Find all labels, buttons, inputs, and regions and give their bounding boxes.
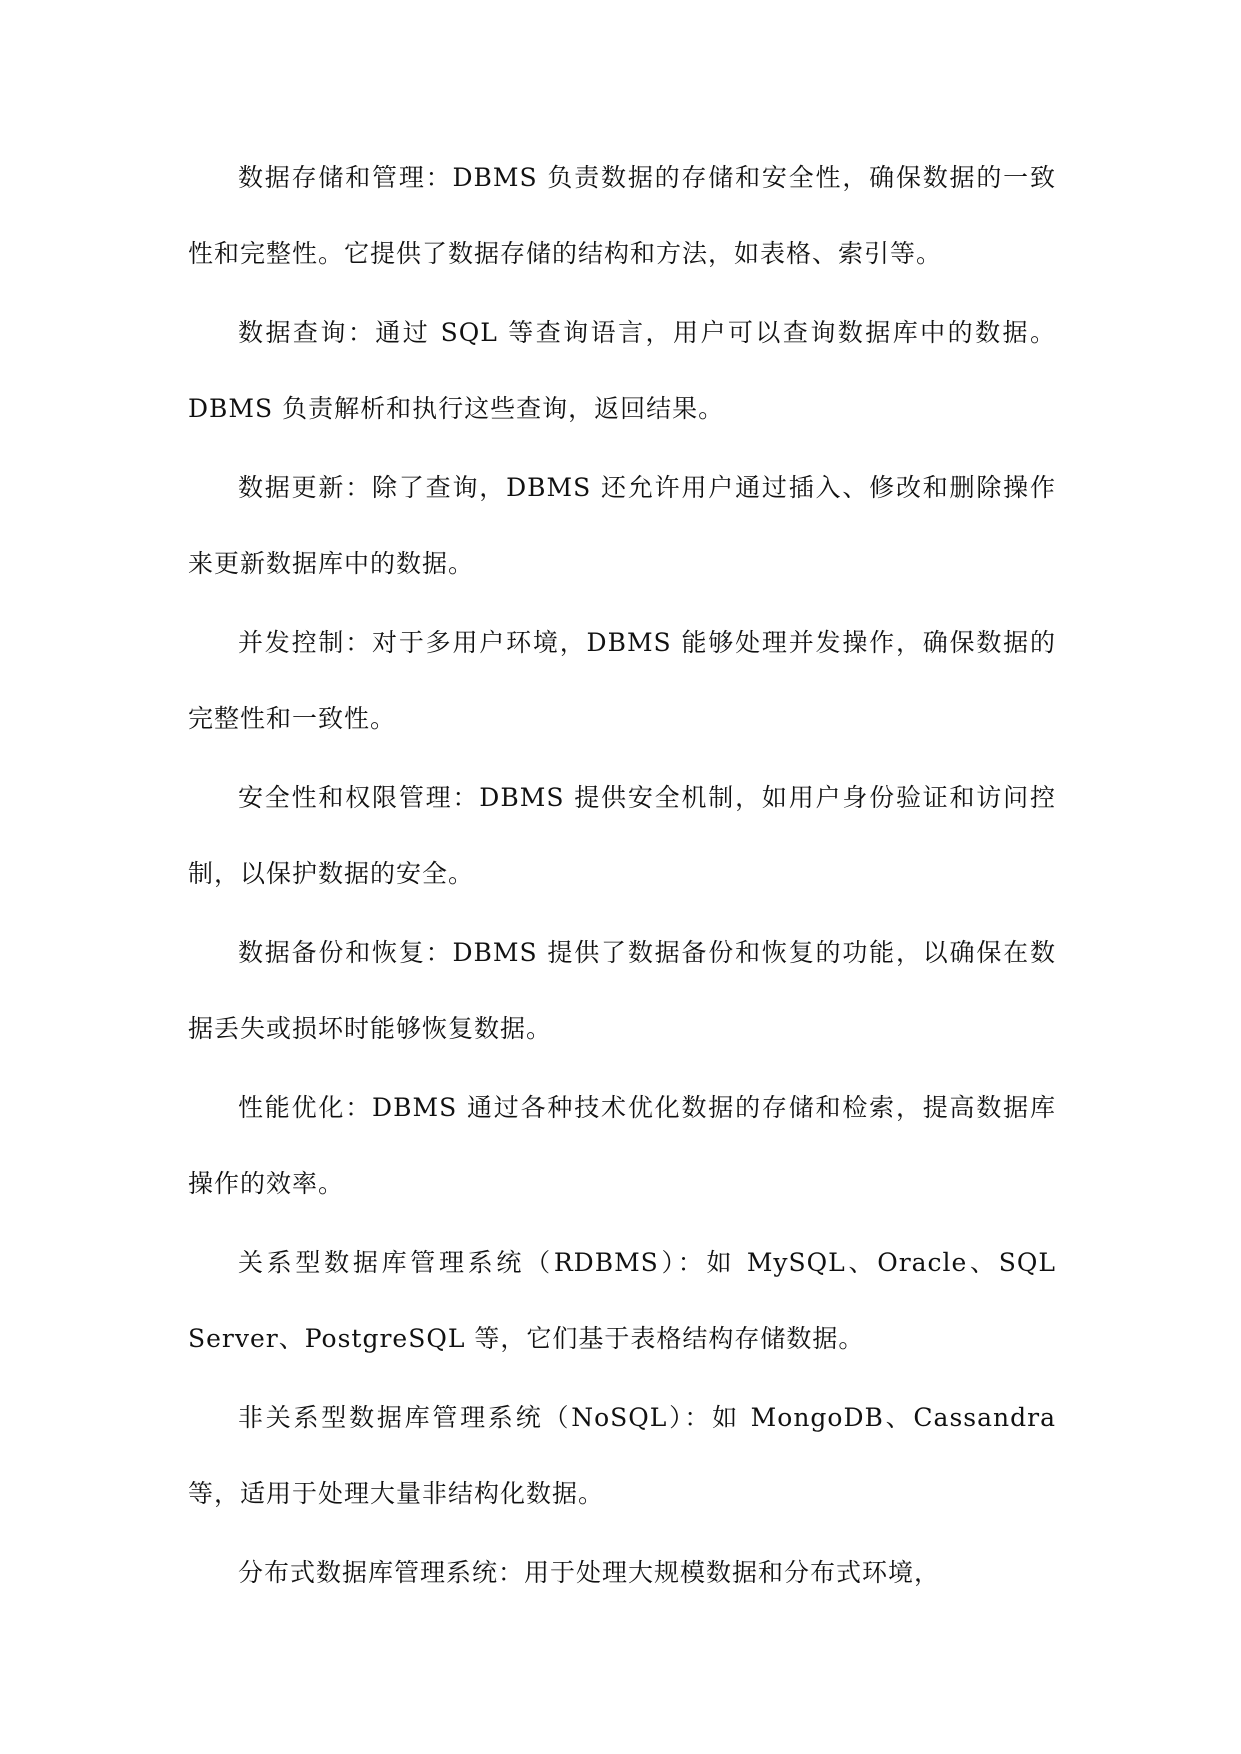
paragraph-performance: 性能优化：DBMS 通过各种技术优化数据的存储和检索，提高数据库操作的效率。	[188, 1093, 1056, 1198]
paragraph-security: 安全性和权限管理：DBMS 提供安全机制，如用户身份验证和访问控制，以保护数据的安全。	[188, 783, 1056, 888]
paragraph-nosql: 非关系型数据库管理系统（NoSQL）：如 MongoDB、Cassandra 等，适用于处理大量非结构化数据。	[188, 1403, 1056, 1508]
paragraph-backup-recovery: 数据备份和恢复：DBMS 提供了数据备份和恢复的功能，以确保在数据丢失或损坏时能够恢复数据。	[188, 938, 1056, 1043]
paragraph-data-update: 数据更新：除了查询，DBMS 还允许用户通过插入、修改和删除操作来更新数据库中的数据。	[188, 473, 1056, 578]
paragraph-data-storage: 数据存储和管理：DBMS 负责数据的存储和安全性，确保数据的一致性和完整性。它提供了数据存储的结构和方法，如表格、索引等。	[188, 163, 1056, 268]
document-page	[188, 140, 1056, 1614]
paragraph-data-query: 数据查询：通过 SQL 等查询语言，用户可以查询数据库中的数据。DBMS 负责解析和执行这些查询，返回结果。	[188, 318, 1056, 423]
paragraph-concurrency-control: 并发控制：对于多用户环境，DBMS 能够处理并发操作，确保数据的完整性和一致性。	[188, 628, 1056, 733]
paragraph-distributed: 分布式数据库管理系统：用于处理大规模数据和分布式环境，	[238, 1558, 941, 1587]
paragraph-rdbms: 关系型数据库管理系统（RDBMS）：如 MySQL、Oracle、SQL Server、PostgreSQL 等，它们基于表格结构存储数据。	[188, 1248, 1056, 1353]
